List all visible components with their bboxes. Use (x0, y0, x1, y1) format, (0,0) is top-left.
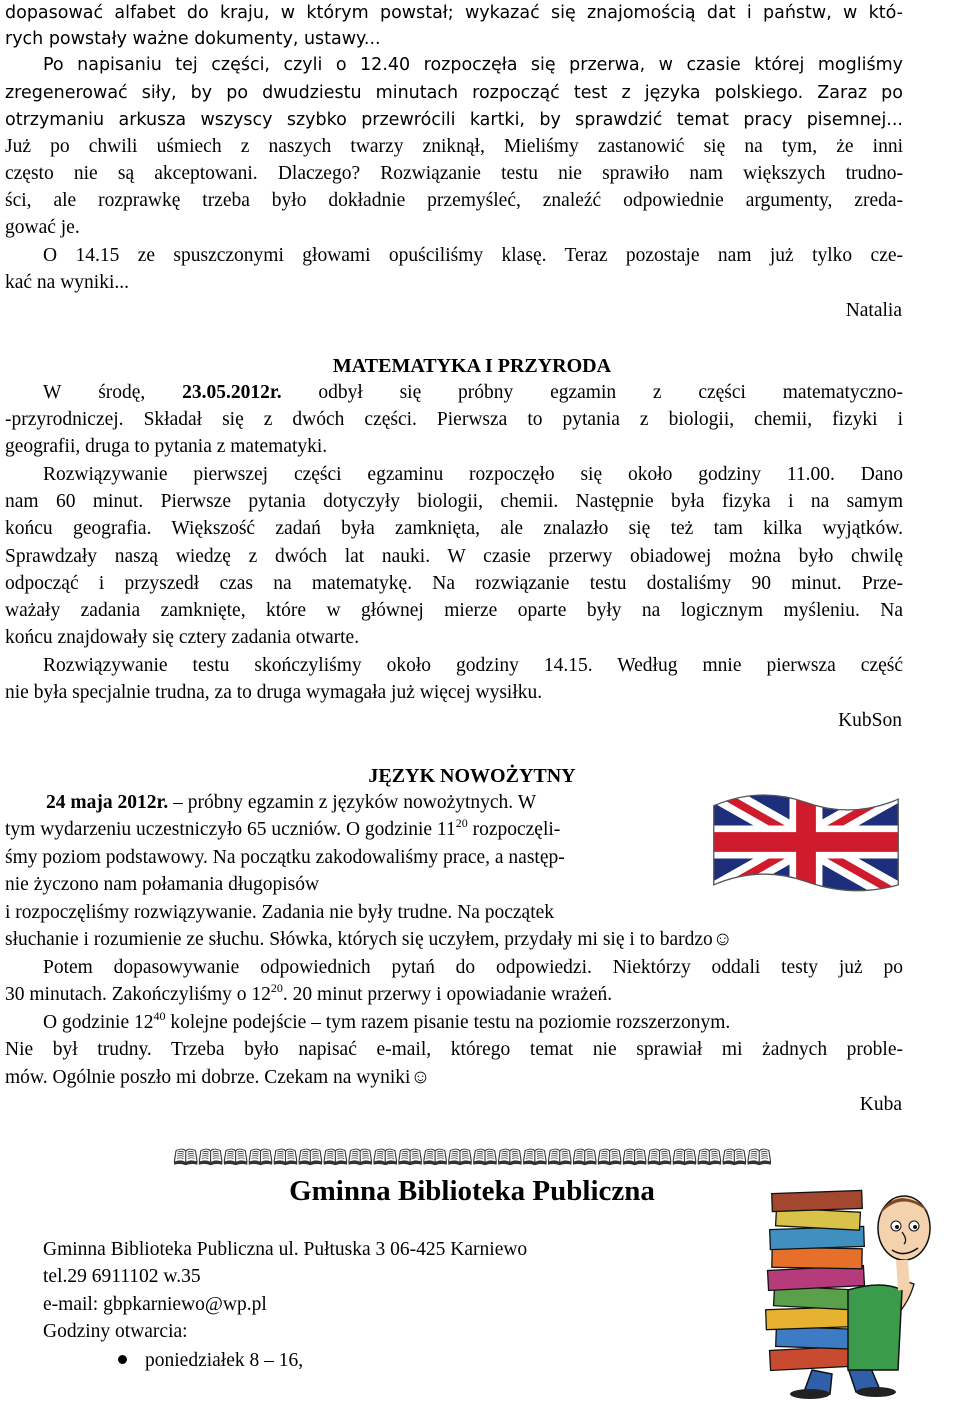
opening-hours-label: Godziny otwarcia: (43, 1321, 188, 1342)
text-line: Rozwiązywanie testu skończyliśmy około godziny 14.15. Według mnie pierwsza część (43, 655, 903, 676)
text-line: -przyrodniczej. Składał się z dwóch części. Pierwsza to pytania z biologii, chemii, fizyki i (5, 409, 903, 430)
text-line: geografii, druga to pytania z matematyki. (5, 436, 328, 457)
text-span: . 20 minut przerwy i opowiadanie wrażeń. (282, 984, 613, 1005)
text-line: kać na wyniki... (5, 272, 130, 293)
text-line: nam 60 minut. Pierwsze pytania dotyczyły biologii, chemii. Następnie była fizyka i na samym (5, 491, 903, 512)
text-line: końcu geografia. Większość zadań była zamknięta, ale znalazło się też tam kilka wyjątków. (5, 518, 903, 539)
text-line: słuchanie i rozumienie ze słuchu. Słówka, których się uczyłem, przydały mi się i to bardzo☺ (5, 929, 733, 950)
text-line: śmy poziom podstawowy. Na początku zakodowaliśmy prace, a następ- (5, 847, 565, 868)
text-line: ści, ale rozprawkę trzeba było dokładnie przemyśleć, znaleźć odpowiednie argumenty, zreda- (5, 190, 903, 211)
date: 24 maja 2012r. (46, 792, 169, 813)
text-line (5, 380, 903, 406)
text-line: nie życzono nam połamania długopisów (5, 874, 320, 895)
word: z (652, 382, 662, 403)
text-span: O godzinie 12 (43, 1012, 154, 1033)
signature: Kuba (859, 1094, 902, 1115)
text-line: Rozwiązywanie pierwszej części egzaminu rozpoczęło się około godziny 11.00. Dano (43, 464, 903, 485)
text-line: mów. Ogólnie poszło mi dobrze. Czekam na wyniki☺ (5, 1067, 431, 1088)
word: W (43, 382, 62, 403)
text-line: Nie był trudny. Trzeba było napisać e-mail, którego temat nie sprawiał mi żadnych proble- (5, 1039, 903, 1060)
text-span: rozpoczęli- (467, 819, 561, 840)
text-line: nie była specjalnie trudna, za to druga wymagała już więcej wysiłku. (5, 682, 543, 703)
text-line (46, 790, 536, 816)
library-phone: tel.29 6911102 w.35 (43, 1266, 201, 1287)
text-span: – próbny egzamin z języków nowożytnych. W (168, 792, 537, 813)
man-carrying-books-image (752, 1170, 952, 1400)
signature: Natalia (845, 300, 902, 321)
text-line: Po napisaniu tej części, czyli o 12.40 rozpoczęła się przerwa, w czasie której mogliśmy (43, 55, 903, 75)
word: części (698, 382, 746, 403)
text-span: kolejne podejście – tym razem pisanie testu na poziomie rozszerzonym. (165, 1012, 731, 1033)
text-line: odpocząć i przyszedł czas na matematykę. Na rozwiązanie testu dostaliśmy 90 minut. Prze- (5, 573, 903, 594)
word: środę, (98, 382, 146, 403)
text-line: zregenerować siły, by po dwudziestu minutach rozpocząć test z języka polskiego. Zaraz po (5, 83, 903, 103)
text-line: rych powstały ważne dokumenty, ustawy... (5, 29, 381, 49)
word: matematyczno- (782, 382, 903, 403)
word: się (399, 382, 422, 403)
union-jack-flag-image (706, 786, 906, 898)
text-line (43, 1010, 730, 1036)
text-span: 30 minutach. Zakończyliśmy o 12 (5, 984, 271, 1005)
list-item (118, 1348, 303, 1374)
text-line: końcu znajdowały się cztery zadania otwarte. (5, 627, 360, 648)
list-item-text: poniedziałek 8 – 16, (145, 1350, 304, 1371)
text-line: Już po chwili uśmiech z naszych twarzy zniknął, Mieliśmy zastanowić się na tym, że inni (5, 136, 903, 157)
text-line: ważały zadania zamknięte, które w głównej mierze oparte były na logicznym myśleniu. Na (5, 600, 903, 621)
date: 23.05.2012r. (182, 382, 282, 403)
section-heading: JĘZYK NOWOŻYTNY (368, 765, 576, 787)
section-heading: MATEMATYKA I PRZYRODA (332, 355, 612, 377)
text-line: dopasować alfabet do kraju, w którym powstał; wykazać się znajomością dat i państw, w któ- (5, 3, 903, 23)
books-icon-row: 🕮🕮🕮🕮🕮🕮🕮🕮🕮🕮🕮🕮🕮🕮🕮🕮🕮🕮🕮🕮🕮🕮🕮🕮 (172, 1146, 772, 1171)
library-title: Gminna Biblioteka Publiczna (289, 1175, 655, 1207)
signature: KubSon (838, 710, 902, 731)
text-span: tym wydarzeniu uczestniczyło 65 uczniów. O godzinie 11 (5, 819, 456, 840)
text-line: Sprawdzały naszą wiedzę z dwóch lat nauki. W czasie przerwy obiadowej można było chwilę (5, 546, 903, 567)
text-line (5, 982, 612, 1008)
library-address: Gminna Biblioteka Publiczna ul. Pułtuska 3 06-425 Karniewo (43, 1239, 528, 1260)
text-line: i rozpoczęliśmy rozwiązywanie. Zadania nie były trudne. Na początek (5, 902, 555, 923)
text-line (5, 817, 560, 843)
superscript: 20 (455, 816, 468, 830)
text-line: O 14.15 ze spuszczonymi głowami opuściliśmy klasę. Teraz pozostaje nam już tylko cze- (43, 245, 903, 266)
text-line: Potem dopasowywanie odpowiednich pytań do odpowiedzi. Niektórzy oddali testy już po (43, 957, 903, 978)
word: próbny (458, 382, 514, 403)
text-line: gować je. (5, 217, 80, 238)
word: egzamin (550, 382, 617, 403)
text-line: otrzymaniu arkusza wszyscy szybko przewrócili kartki, by sprawdzić temat pracy pisemnej... (5, 110, 903, 130)
word: odbył (318, 382, 363, 403)
library-email: e-mail: gbpkarniewo@wp.pl (43, 1294, 267, 1315)
bullet-icon (118, 1355, 127, 1364)
superscript: 40 (153, 1009, 166, 1023)
superscript: 20 (270, 981, 283, 995)
text-line: często nie są akceptowani. Dlaczego? Rozwiązanie testu nie sprawiło nam większych trudno- (5, 163, 903, 184)
